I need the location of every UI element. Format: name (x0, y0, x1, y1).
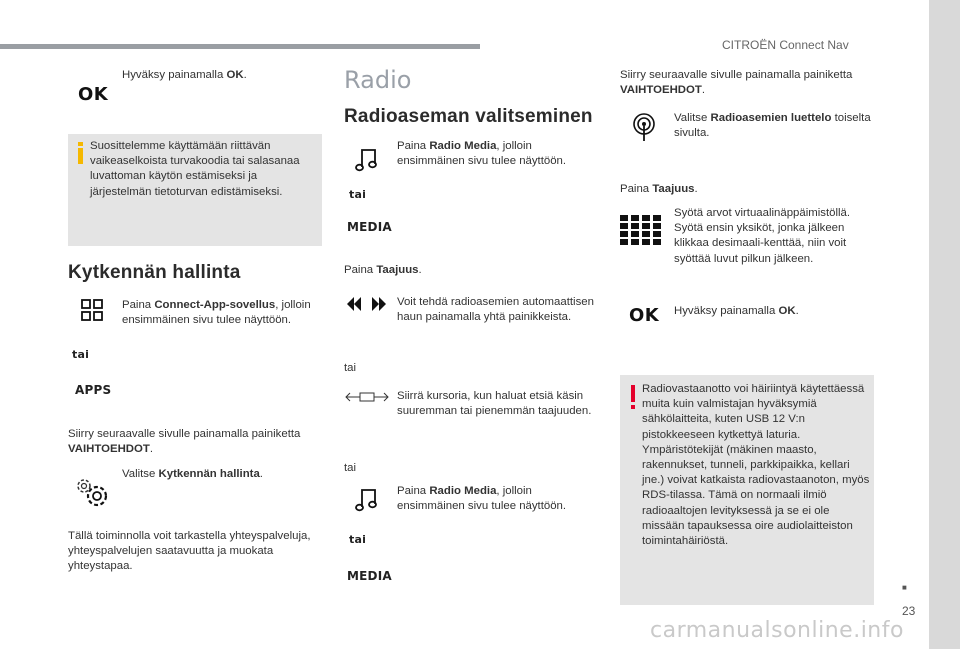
warning-box (620, 375, 874, 605)
keypad-icon (620, 215, 662, 245)
frequency-slider-icon (344, 391, 390, 403)
top-rule (0, 44, 480, 49)
info-box-text: Suosittelemme käyttämään riittävän vaikeaselkoista turvakoodia tai salasanaa luvattoman käytön estämiseksi ja järjestelmän tietoturvan edistämiseksi. (90, 140, 300, 198)
or-label: tai (349, 188, 367, 201)
ok-icon: OK (629, 305, 660, 326)
end-bullet: ■ (902, 583, 907, 592)
radio-heading: Radio (344, 66, 412, 94)
or-label: tai (349, 533, 367, 546)
step-connect-app: Paina Connect-App-sovellus, jolloin ensimmäinen sivu tulee näyttöön. (122, 299, 311, 327)
connection-footer-text: Tällä toiminnolla voit tarkastella yhteyspalveluja, yhteyspalvelujen saatavuutta ja muokata yhteystapaa. (68, 530, 311, 573)
keypad-text: Syötä arvot virtuaalinäppäimistöllä. Syötä ensin yksiköt, jonka jälkeen klikkaa desimaali-kenttää, niin voit syöttää luvut pilkun jälkeen. (674, 207, 851, 265)
apps-grid-icon (81, 299, 103, 321)
warning-box-text: Radiovastaanotto voi häiriintyä käytettäessä muita kuin valmistajan hyväksymiä sähkölaitteita, kuten USB 12 V:n pistokkeeseen kytkettyä laturia. Ympäristötekijät (mäkinen maasto, rakennukset, tunneli, parkkipaikka, kellari jne.) voivat katkaista radiovastaanoton, myös RDS-tilassa. Tämä on normaali ilmiö radioaaltojen levityksessä ja se ei ole missään tapauksessa oire audiolaitteiston toimintahäiriöstä. (642, 383, 870, 548)
radio-antenna-icon (631, 112, 657, 142)
step-radio-media-2: Paina Radio Media, jolloin ensimmäinen sivu tulee näyttöön. (397, 485, 567, 513)
info-icon (78, 142, 83, 164)
watermark: carmanualsonline.info (650, 618, 904, 643)
media-button-label: MEDIA (347, 220, 392, 234)
next-page-text: Siirry seuraavalle sivulle painamalla painiketta VAIHTOEHDOT. (68, 428, 301, 456)
page-sidebar (929, 0, 960, 649)
media-button-label: MEDIA (347, 569, 392, 583)
header-title: CITROËN Connect Nav (722, 38, 849, 52)
page-number: 23 (902, 604, 916, 618)
press-frequency-text: Paina Taajuus. (344, 264, 422, 276)
apps-button-label: APPS (75, 383, 112, 397)
slider-text: Siirrä kursoria, kun haluat etsiä käsin suuremman tai pienemmän taajuuden. (397, 390, 592, 418)
seek-arrows-icon (346, 295, 388, 313)
ok-icon: OK (78, 84, 109, 105)
music-note-icon (355, 147, 377, 173)
info-box (68, 134, 322, 246)
section-title-connection: Kytkennän hallinta (68, 262, 241, 283)
confirm-ok-text: Hyväksy painamalla OK. (674, 305, 799, 317)
music-note-icon (355, 487, 377, 513)
warning-icon (631, 385, 635, 409)
section-title-station: Radioaseman valitseminen (344, 106, 593, 127)
settings-gear-icon (72, 475, 112, 511)
confirm-ok-text: Hyväksy painamalla OK. (122, 69, 247, 81)
next-page-text: Siirry seuraavalle sivulle painamalla painiketta VAIHTOEHDOT. (620, 69, 853, 97)
step-radio-media: Paina Radio Media, jolloin ensimmäinen sivu tulee näyttöön. (397, 140, 567, 168)
or-text-1: tai (344, 362, 357, 374)
or-text-2: tai (344, 462, 357, 474)
or-label: tai (72, 348, 90, 361)
seek-text: Voit tehdä radioasemien automaattisen haun painamalla yhtä painikkeista. (397, 296, 594, 324)
step-station-list: Valitse Radioasemien luettelo toiselta sivulta. (674, 112, 871, 140)
step-select-connection: Valitse Kytkennän hallinta. (122, 468, 263, 480)
press-frequency-text: Paina Taajuus. (620, 183, 698, 195)
